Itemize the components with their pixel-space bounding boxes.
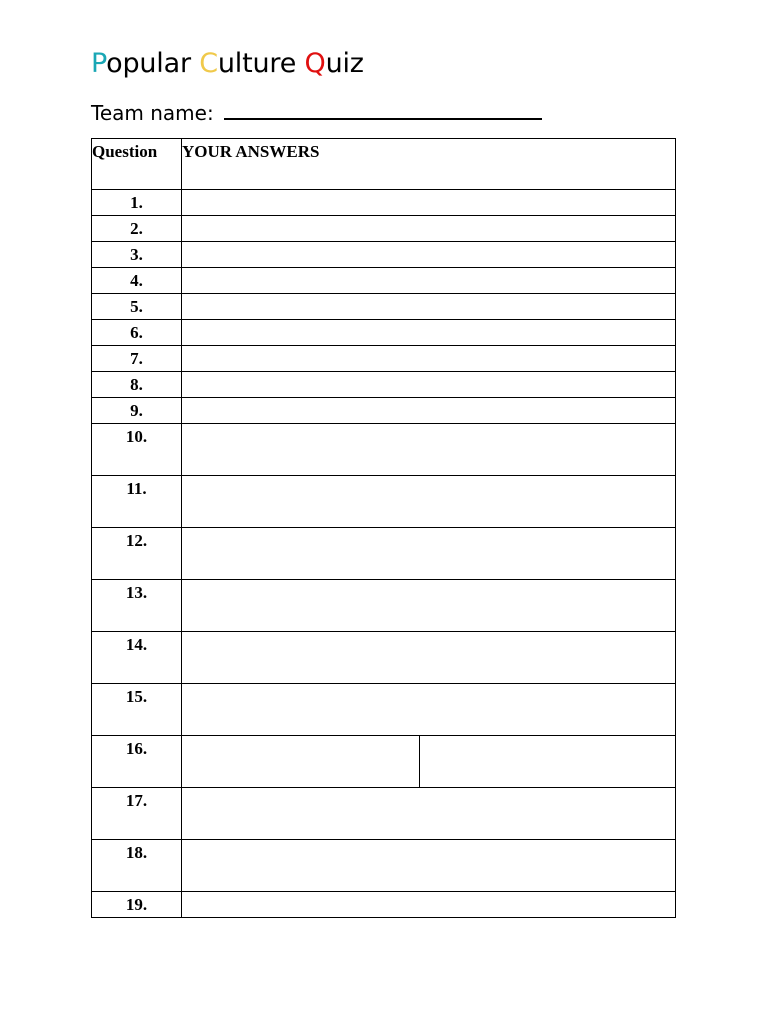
title-letter: Q — [304, 48, 326, 79]
table-row — [92, 398, 676, 424]
table-row — [92, 632, 676, 684]
answer-cell[interactable] — [182, 892, 676, 918]
title-letter: P — [91, 48, 107, 79]
answer-cell[interactable] — [182, 268, 676, 294]
answer-cell[interactable] — [182, 528, 676, 580]
team-name-field — [91, 99, 542, 127]
question-number: 6. — [92, 320, 182, 346]
table-row — [92, 684, 676, 736]
team-name-blank[interactable] — [224, 100, 542, 120]
table-row — [92, 346, 676, 372]
answer-cell[interactable] — [182, 424, 676, 476]
answer-cell[interactable] — [182, 736, 676, 788]
answer-rows — [92, 190, 676, 918]
table-row — [92, 528, 676, 580]
question-number: 4. — [92, 268, 182, 294]
page-title — [91, 44, 364, 84]
question-number: 16. — [92, 736, 182, 788]
question-number: 13. — [92, 580, 182, 632]
question-number: 9. — [92, 398, 182, 424]
title-letter: C — [199, 48, 218, 79]
question-number: 15. — [92, 684, 182, 736]
answer-cell[interactable] — [182, 580, 676, 632]
table-row — [92, 580, 676, 632]
question-number: 7. — [92, 346, 182, 372]
table-row — [92, 840, 676, 892]
answer-cell[interactable] — [182, 294, 676, 320]
question-number: 1. — [92, 190, 182, 216]
table-row — [92, 788, 676, 840]
title-letter: uiz — [325, 48, 364, 79]
question-number: 10. — [92, 424, 182, 476]
table-header-row — [92, 139, 676, 190]
answer-cell[interactable] — [182, 840, 676, 892]
question-number: 11. — [92, 476, 182, 528]
table-row — [92, 476, 676, 528]
answer-table — [91, 138, 676, 918]
question-number: 12. — [92, 528, 182, 580]
answer-cell[interactable] — [182, 346, 676, 372]
title-letter: opular — [106, 48, 200, 79]
team-name-label: Team name: — [91, 101, 214, 125]
question-column-header: Question — [92, 139, 182, 190]
title-letter: ulture — [217, 48, 305, 79]
answer-cell[interactable] — [182, 372, 676, 398]
answers-column-header: YOUR ANSWERS — [182, 139, 676, 190]
table-row — [92, 892, 676, 918]
answer-cell-right[interactable] — [420, 736, 675, 787]
table-row — [92, 372, 676, 398]
answer-cell[interactable] — [182, 684, 676, 736]
table-row — [92, 320, 676, 346]
table-row — [92, 294, 676, 320]
table-row — [92, 190, 676, 216]
question-number: 19. — [92, 892, 182, 918]
answer-cell[interactable] — [182, 216, 676, 242]
table-row — [92, 424, 676, 476]
question-number: 17. — [92, 788, 182, 840]
answer-cell[interactable] — [182, 476, 676, 528]
answer-cell[interactable] — [182, 788, 676, 840]
answer-cell[interactable] — [182, 398, 676, 424]
answer-cell[interactable] — [182, 632, 676, 684]
answer-cell[interactable] — [182, 242, 676, 268]
question-number: 18. — [92, 840, 182, 892]
question-number: 8. — [92, 372, 182, 398]
answer-cell-left[interactable] — [182, 736, 420, 787]
question-number: 5. — [92, 294, 182, 320]
table-row — [92, 216, 676, 242]
table-row — [92, 242, 676, 268]
table-row — [92, 736, 676, 788]
question-number: 3. — [92, 242, 182, 268]
question-number: 14. — [92, 632, 182, 684]
table-row — [92, 268, 676, 294]
answer-cell[interactable] — [182, 320, 676, 346]
answer-cell[interactable] — [182, 190, 676, 216]
question-number: 2. — [92, 216, 182, 242]
